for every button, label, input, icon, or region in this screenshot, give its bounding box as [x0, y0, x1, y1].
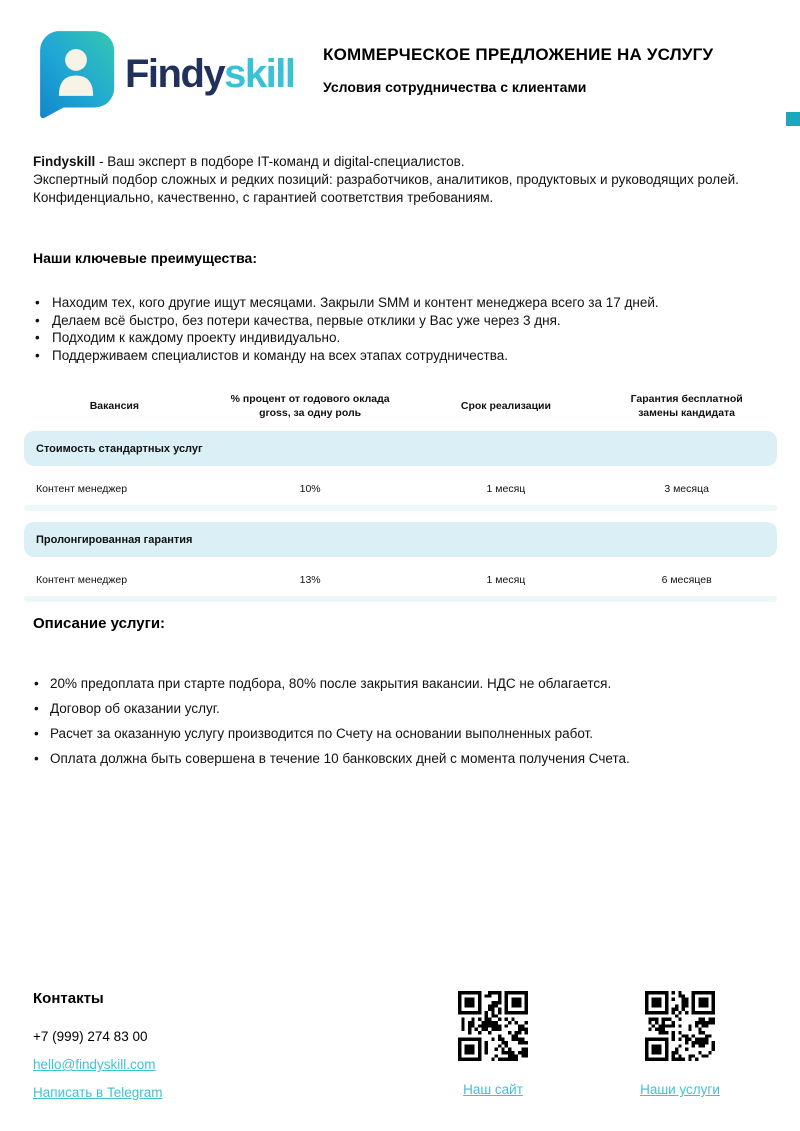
advantage-item: • Подходим к каждому проекту индивидуально. — [33, 329, 763, 347]
cell-percent: 10% — [299, 483, 321, 496]
contacts-section — [33, 990, 104, 1007]
qr-code-website-icon — [458, 991, 528, 1061]
advantage-item: • Делаем всё быстро, без потери качества, первые отклики у Вас уже через 3 дня. — [33, 312, 763, 330]
service-item: • Оплата должна быть совершена в течение 10 банковских дней с момента получения Счета. — [33, 747, 773, 772]
service-item: • 20% предоплата при старте подбора, 80% после закрытия вакансии. НДС не облагается. — [33, 672, 773, 697]
intro-line-2: Экспертный подбор сложных и редких позиций: разработчиков, аналитиков, продуктовых и руководящих ролей. Конфиденциально, качественно, с гарантией соответствия требованиям. — [33, 171, 739, 205]
document-subtitle: Условия сотрудничества с клиентами — [323, 79, 587, 96]
accent-square-decoration — [786, 112, 800, 126]
intro-line-1 — [33, 153, 758, 171]
advantages-list — [33, 294, 763, 364]
cell-vacancy: Контент менеджер — [36, 574, 128, 587]
website-link[interactable]: Наш сайт — [463, 1082, 523, 1097]
qr-block-website — [451, 991, 535, 1097]
advantage-item: • Находим тех, кого другие ищут месяцами. Закрыли SMM и контент менеджера всего за 17 дней. — [33, 294, 763, 312]
qr-block-services — [631, 991, 729, 1097]
column-header-guarantee: Гарантия бесплатной замены кандидата — [630, 393, 743, 420]
service-description-section — [33, 615, 773, 772]
table-row — [24, 474, 777, 504]
advantages-section — [33, 250, 763, 364]
service-description-list — [33, 672, 773, 772]
brand-wordmark — [125, 54, 295, 94]
intro-brand-name: Findyskill — [33, 154, 96, 169]
telegram-link[interactable]: Написать в Telegram — [33, 1085, 163, 1100]
cell-term: 1 месяц — [486, 483, 526, 496]
advantage-item: • Поддерживаем специалистов и команду на всех этапах сотрудничества. — [33, 347, 763, 365]
pricing-table-header-row — [24, 392, 777, 420]
cell-vacancy: Контент менеджер — [36, 483, 128, 496]
cell-term: 1 месяц — [486, 574, 526, 587]
brand-logo — [37, 30, 295, 118]
column-header-term: Срок реализации — [460, 400, 551, 413]
speech-bubble-person-icon — [37, 30, 115, 118]
row-separator — [24, 596, 777, 602]
table-section-band: Пролонгированная гарантия — [24, 522, 777, 557]
column-header-percent: % процент от годового оклада gross, за одну роль — [230, 393, 390, 420]
advantages-heading: Наши ключевые преимущества: — [33, 250, 257, 266]
table-row — [24, 565, 777, 595]
title-block — [323, 44, 785, 95]
cell-guarantee: 6 месяцев — [661, 574, 712, 587]
phone-number: +7 (999) 274 83 00 — [33, 1029, 148, 1044]
contacts-heading: Контакты — [33, 990, 104, 1007]
intro-line-1-text: - Ваш эксперт в подборе IT-команд и digital-специалистов. — [95, 154, 465, 169]
table-section-band: Стоимость стандартных услуг — [24, 431, 777, 466]
column-header-vacancy: Вакансия — [89, 400, 139, 413]
brand-wordmark-primary: Findy — [125, 52, 225, 96]
pricing-table — [24, 392, 777, 602]
email-link[interactable]: hello@findyskill.com — [33, 1057, 156, 1072]
row-separator — [24, 505, 777, 511]
intro-paragraph — [33, 153, 758, 207]
service-item: • Расчет за оказанную услугу производится по Счету на основании выполненных работ. — [33, 722, 773, 747]
service-item: • Договор об оказании услуг. — [33, 697, 773, 722]
qr-code-services-icon — [645, 991, 715, 1061]
document-title: КОММЕРЧЕСКОЕ ПРЕДЛОЖЕНИЕ НА УСЛУГУ — [323, 45, 714, 64]
cell-percent: 13% — [299, 574, 321, 587]
service-description-heading: Описание услуги: — [33, 615, 166, 632]
cell-guarantee: 3 месяца — [664, 483, 709, 496]
brand-wordmark-secondary: skill — [224, 52, 295, 96]
services-link[interactable]: Наши услуги — [640, 1082, 720, 1097]
